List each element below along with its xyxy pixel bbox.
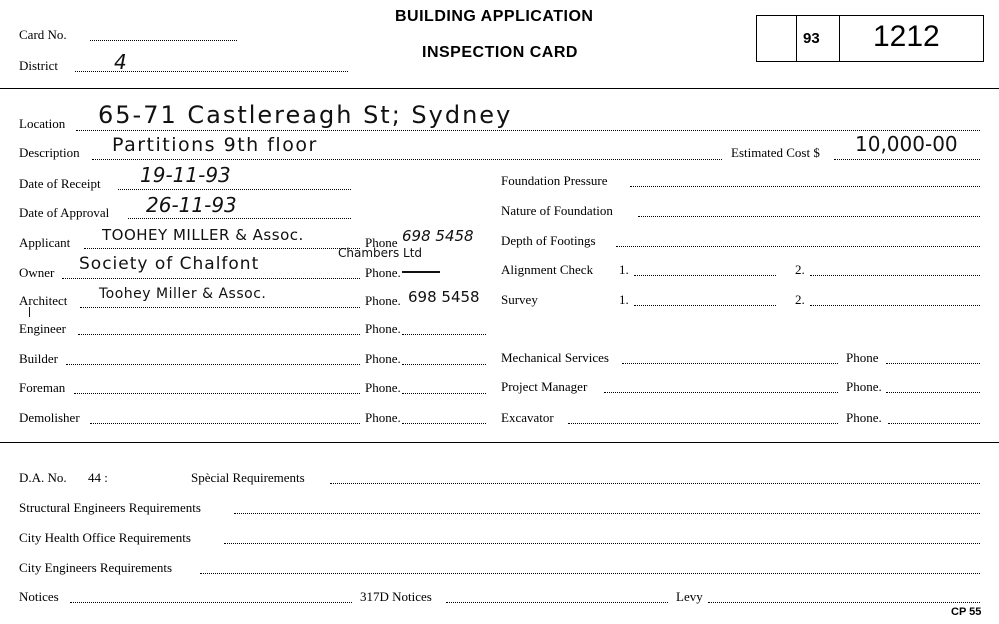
estimated-cost-label: Estimated Cost $: [731, 145, 820, 160]
architect-phone-label: Phone.: [365, 293, 401, 308]
project-manager-line: [604, 392, 838, 393]
engineer-line: [78, 334, 360, 335]
survey-label: Survey: [501, 292, 538, 307]
mechanical-phone-line: [886, 363, 980, 364]
card-number-box: [756, 15, 984, 62]
form-code: CP 55: [951, 606, 982, 618]
mechanical-line: [622, 363, 838, 364]
levy-label: Levy: [676, 589, 703, 604]
excavator-line: [568, 423, 838, 424]
city-engineers-requirements-line: [200, 573, 980, 574]
architect-value: Toohey Miller & Assoc.: [99, 286, 267, 302]
description-line: [92, 159, 722, 160]
alignment-1-line: [634, 275, 776, 276]
excavator-label: Excavator: [501, 410, 554, 425]
date-approval-value: 26-11-93: [146, 193, 237, 217]
applicant-phone-value: 698 5458: [402, 227, 474, 245]
district-label: District: [19, 58, 58, 73]
builder-line: [66, 364, 360, 365]
builder-phone-label: Phone.: [365, 351, 401, 366]
description-value: Partitions 9th floor: [112, 134, 318, 156]
card-no-line: [90, 40, 237, 41]
special-requirements-label: Spècial Requirements: [191, 470, 305, 485]
survey-1-line: [634, 305, 776, 306]
architect-phone-value: 698 5458: [408, 288, 480, 306]
description-label: Description: [19, 145, 80, 160]
health-requirements-line: [224, 543, 980, 544]
owner-phone-dash: [402, 271, 440, 273]
location-label: Location: [19, 116, 66, 131]
applicant-phone-label: Phone: [365, 235, 398, 250]
owner-value: Society of Chalfont: [79, 254, 260, 274]
foreman-phone-label: Phone.: [365, 380, 401, 395]
depth-footings-line: [616, 246, 980, 247]
architect-line: [80, 307, 360, 308]
engineer-phone-label: Phone.: [365, 321, 401, 336]
foundation-pressure-line: [630, 186, 980, 187]
excavator-phone-line: [888, 423, 980, 424]
project-manager-label: Project Manager: [501, 379, 588, 394]
depth-footings-label: Depth of Footings: [501, 233, 596, 248]
district-value: 4: [114, 50, 127, 74]
mechanical-phone-label: Phone: [846, 350, 879, 365]
project-manager-phone-label: Phone.: [846, 379, 882, 394]
structural-requirements-line: [234, 513, 980, 514]
notices-line: [70, 602, 352, 603]
builder-label: Builder: [19, 351, 58, 366]
alignment-label: Alignment Check: [501, 262, 594, 277]
card-number-small: 93: [803, 30, 820, 47]
excavator-phone-label: Phone.: [846, 410, 882, 425]
builder-phone-line: [402, 364, 486, 365]
engineer-label: Engineer: [19, 321, 66, 336]
survey-2-label: 2.: [795, 292, 805, 307]
owner-phone-label: Phone.: [365, 265, 401, 280]
nature-foundation-line: [638, 216, 980, 217]
structural-requirements-label: Structural Engineers Requirements: [19, 500, 201, 515]
divider-top: [0, 88, 999, 89]
survey-2-line: [810, 305, 980, 306]
location-line: [76, 130, 980, 131]
date-receipt-label: Date of Receipt: [19, 176, 101, 191]
applicant-line: [84, 248, 360, 249]
levy-line: [708, 602, 980, 603]
notices-317d-line: [446, 602, 668, 603]
demolisher-phone-label: Phone.: [365, 410, 401, 425]
engineer-phone-line: [402, 334, 486, 335]
alignment-2-label: 2.: [795, 262, 805, 277]
health-requirements-label: City Health Office Requirements: [19, 530, 191, 545]
foundation-pressure-label: Foundation Pressure: [501, 173, 608, 188]
card-title-line1: BUILDING APPLICATION: [395, 8, 594, 25]
architect-label: Architect: [19, 293, 68, 308]
city-engineers-requirements-label: City Engineers Requirements: [19, 560, 173, 575]
da-no-label: D.A. No.: [19, 470, 67, 485]
applicant-value: TOOHEY MILLER & Assoc.: [102, 226, 304, 244]
alignment-2-line: [810, 275, 980, 276]
survey-1-label: 1.: [619, 292, 629, 307]
project-manager-phone-line: [886, 392, 980, 393]
demolisher-phone-line: [402, 423, 486, 424]
card-no-label: Card No.: [19, 27, 67, 42]
owner-label: Owner: [19, 265, 55, 280]
date-approval-line: [128, 218, 351, 219]
card-title-line2: INSPECTION CARD: [422, 44, 578, 61]
notices-317d-label: 317D Notices: [360, 589, 432, 604]
divider-bottom: [0, 442, 999, 443]
foreman-phone-line: [402, 393, 486, 394]
owner-value-cont: Chambers Ltd: [338, 246, 423, 260]
nature-foundation-label: Nature of Foundation: [501, 203, 613, 218]
da-no-value: 44 :: [88, 470, 108, 485]
applicant-label: Applicant: [19, 235, 71, 250]
location-value: 65-71 Castlereagh St; Sydney: [98, 101, 513, 129]
mechanical-label: Mechanical Services: [501, 350, 609, 365]
demolisher-line: [90, 423, 360, 424]
estimated-cost-value: 10,000-00: [855, 132, 958, 156]
alignment-1-label: 1.: [619, 262, 629, 277]
special-requirements-line: [330, 483, 980, 484]
date-receipt-line: [118, 189, 351, 190]
demolisher-label: Demolisher: [19, 410, 80, 425]
foreman-label: Foreman: [19, 380, 66, 395]
foreman-line: [74, 393, 360, 394]
engineer-tick-mark: [29, 307, 30, 317]
owner-line: [62, 278, 360, 279]
notices-label: Notices: [19, 589, 59, 604]
date-approval-label: Date of Approval: [19, 205, 110, 220]
card-number-large: 1212: [873, 20, 940, 53]
estimated-cost-line: [834, 159, 980, 160]
date-receipt-value: 19-11-93: [140, 163, 231, 187]
